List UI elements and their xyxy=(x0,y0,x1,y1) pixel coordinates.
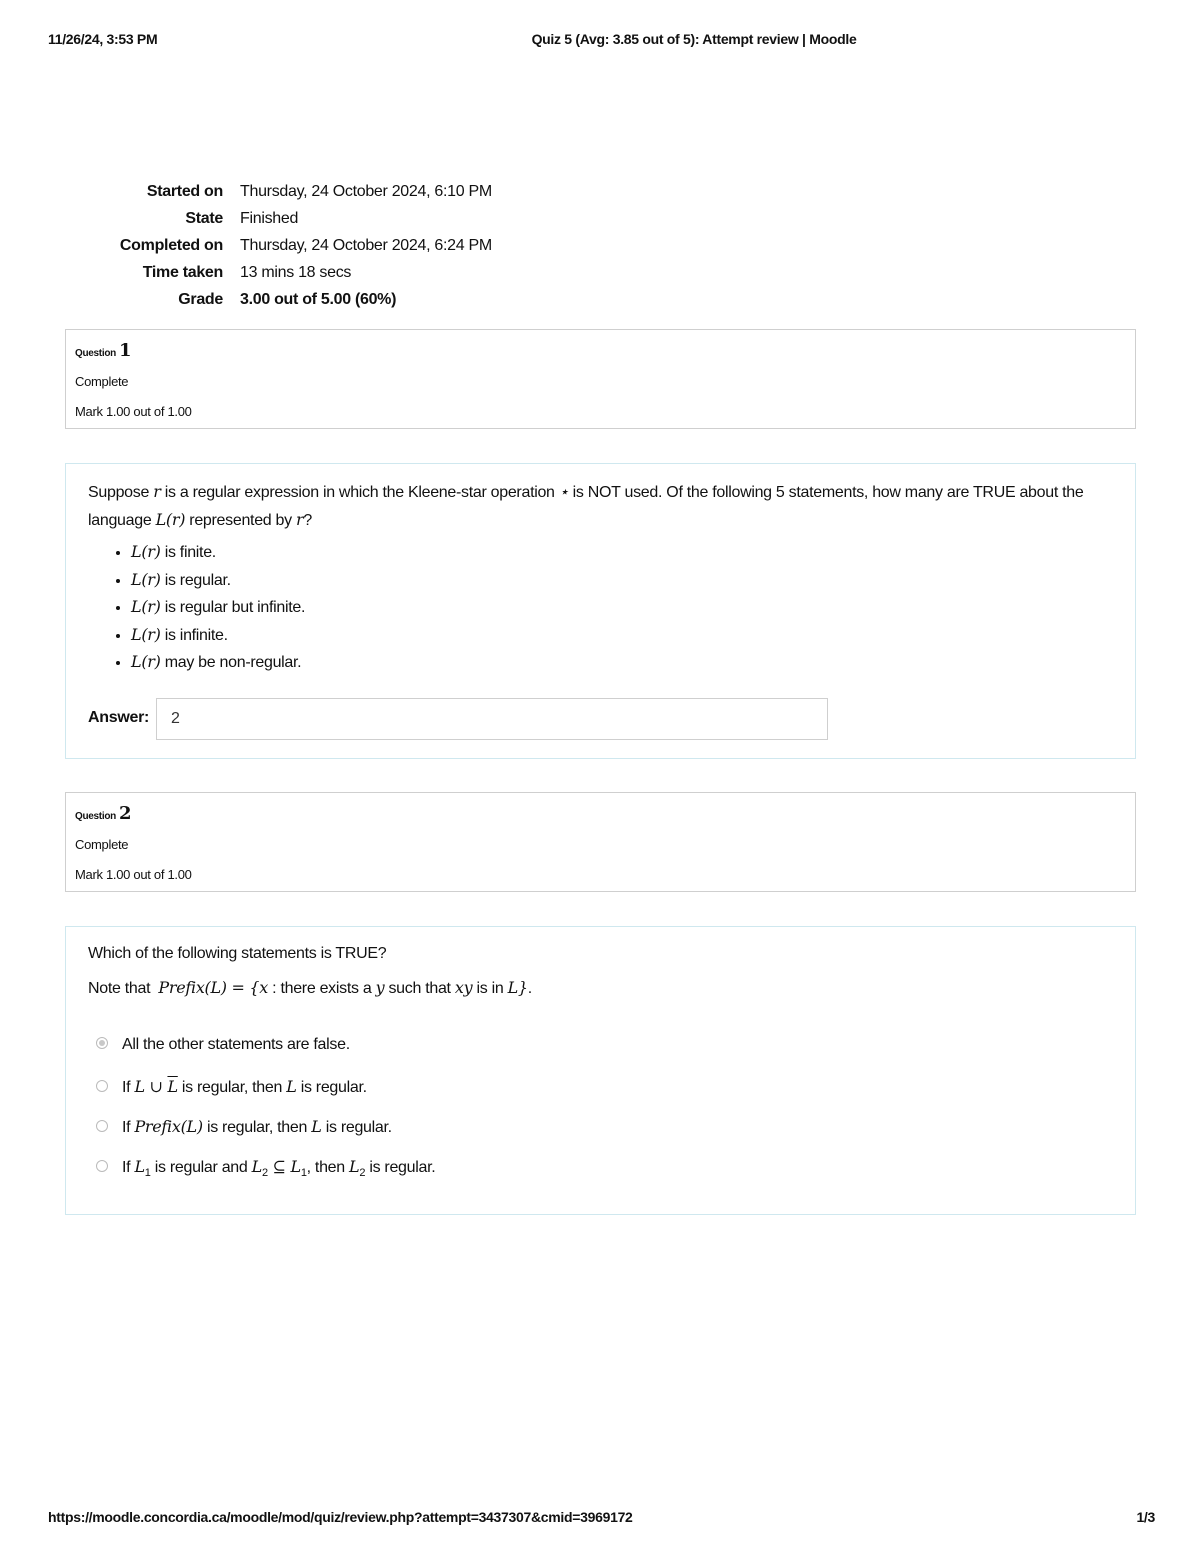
summary-value: Thursday, 24 October 2024, 6:24 PM xyxy=(240,236,492,254)
radio-button[interactable] xyxy=(96,1160,108,1172)
option-subset[interactable] xyxy=(96,1154,435,1180)
list-item: • L(r) is regular but infinite. xyxy=(131,594,305,622)
print-url: https://moodle.concordia.ca/moodle/mod/quiz/review.php?attempt=3437307&cmid=3969172 xyxy=(48,1509,633,1525)
question-number-value: 1 xyxy=(118,340,132,361)
summary-label: Time taken xyxy=(142,263,223,281)
question-2-content xyxy=(65,926,1136,1215)
summary-value: 13 mins 18 secs xyxy=(240,263,352,281)
option-label: If $L_1$ is regular and $L_2$ ⊆ $L_1$, then $L_2$ is regular. xyxy=(122,1157,436,1180)
question-state: Complete xyxy=(75,374,129,389)
option-label: All the other statements are false. xyxy=(122,1036,350,1053)
summary-row-started xyxy=(0,178,492,205)
statement-list xyxy=(88,539,305,677)
radio-button[interactable] xyxy=(96,1080,108,1092)
question-prompt: Which of the following statements is TRUE? xyxy=(88,945,387,962)
question-mark: Mark 1.00 out of 1.00 xyxy=(75,404,192,419)
radio-button[interactable] xyxy=(96,1120,108,1132)
question-label: Question xyxy=(75,348,116,359)
summary-label: State xyxy=(185,209,223,227)
question-number xyxy=(75,803,131,824)
print-datetime: 11/26/24, 3:53 PM xyxy=(48,31,158,47)
summary-label: Started on xyxy=(146,182,223,200)
option-all-false[interactable] xyxy=(96,1032,350,1058)
question-note: Note that Prefix(L) = {x : there exists a y such that xy is in L}. xyxy=(88,978,532,997)
question-state: Complete xyxy=(75,837,129,852)
summary-row-grade xyxy=(0,286,492,313)
question-label: Question xyxy=(75,811,116,822)
attempt-summary-table xyxy=(0,178,492,313)
print-page-number: 1/3 xyxy=(1136,1509,1155,1525)
summary-value: Thursday, 24 October 2024, 6:10 PM xyxy=(240,182,492,200)
option-prefix[interactable] xyxy=(96,1114,392,1140)
question-2-info xyxy=(65,792,1136,892)
summary-row-time-taken xyxy=(0,259,492,286)
option-union-complement[interactable] xyxy=(96,1074,367,1100)
list-item: • L(r) is infinite. xyxy=(131,622,305,650)
list-item: • L(r) may be non-regular. xyxy=(131,649,305,677)
question-mark: Mark 1.00 out of 1.00 xyxy=(75,867,192,882)
answer-input[interactable]: 2 xyxy=(156,698,828,740)
summary-row-state xyxy=(0,205,492,232)
summary-label: Grade xyxy=(178,290,223,308)
print-page-title: Quiz 5 (Avg: 3.85 out of 5): Attempt review | Moodle xyxy=(531,31,857,47)
question-1-info xyxy=(65,329,1136,429)
question-number xyxy=(75,340,131,361)
option-label: If Prefix(L) is regular, then L is regular. xyxy=(122,1117,392,1136)
radio-button[interactable] xyxy=(96,1037,108,1049)
summary-value: 3.00 out of 5.00 (60%) xyxy=(240,290,397,308)
option-label: If L ∪ $\overline{L}$ is regular, then L is regular. xyxy=(122,1077,367,1096)
summary-value: Finished xyxy=(240,209,299,227)
list-item: • L(r) is finite. xyxy=(131,539,305,567)
summary-row-completed xyxy=(0,232,492,259)
answer-label: Answer: xyxy=(88,709,150,726)
question-text: Suppose r is a regular expression in which the Kleene-star operation ⋆ is NOT used. Of the following 5 statements, how many are TRUE about the language L(r) represented by r? xyxy=(88,482,1084,529)
list-item: • L(r) is regular. xyxy=(131,567,305,595)
question-number-value: 2 xyxy=(118,803,132,824)
question-1-content xyxy=(65,463,1136,759)
summary-label: Completed on xyxy=(119,236,223,254)
